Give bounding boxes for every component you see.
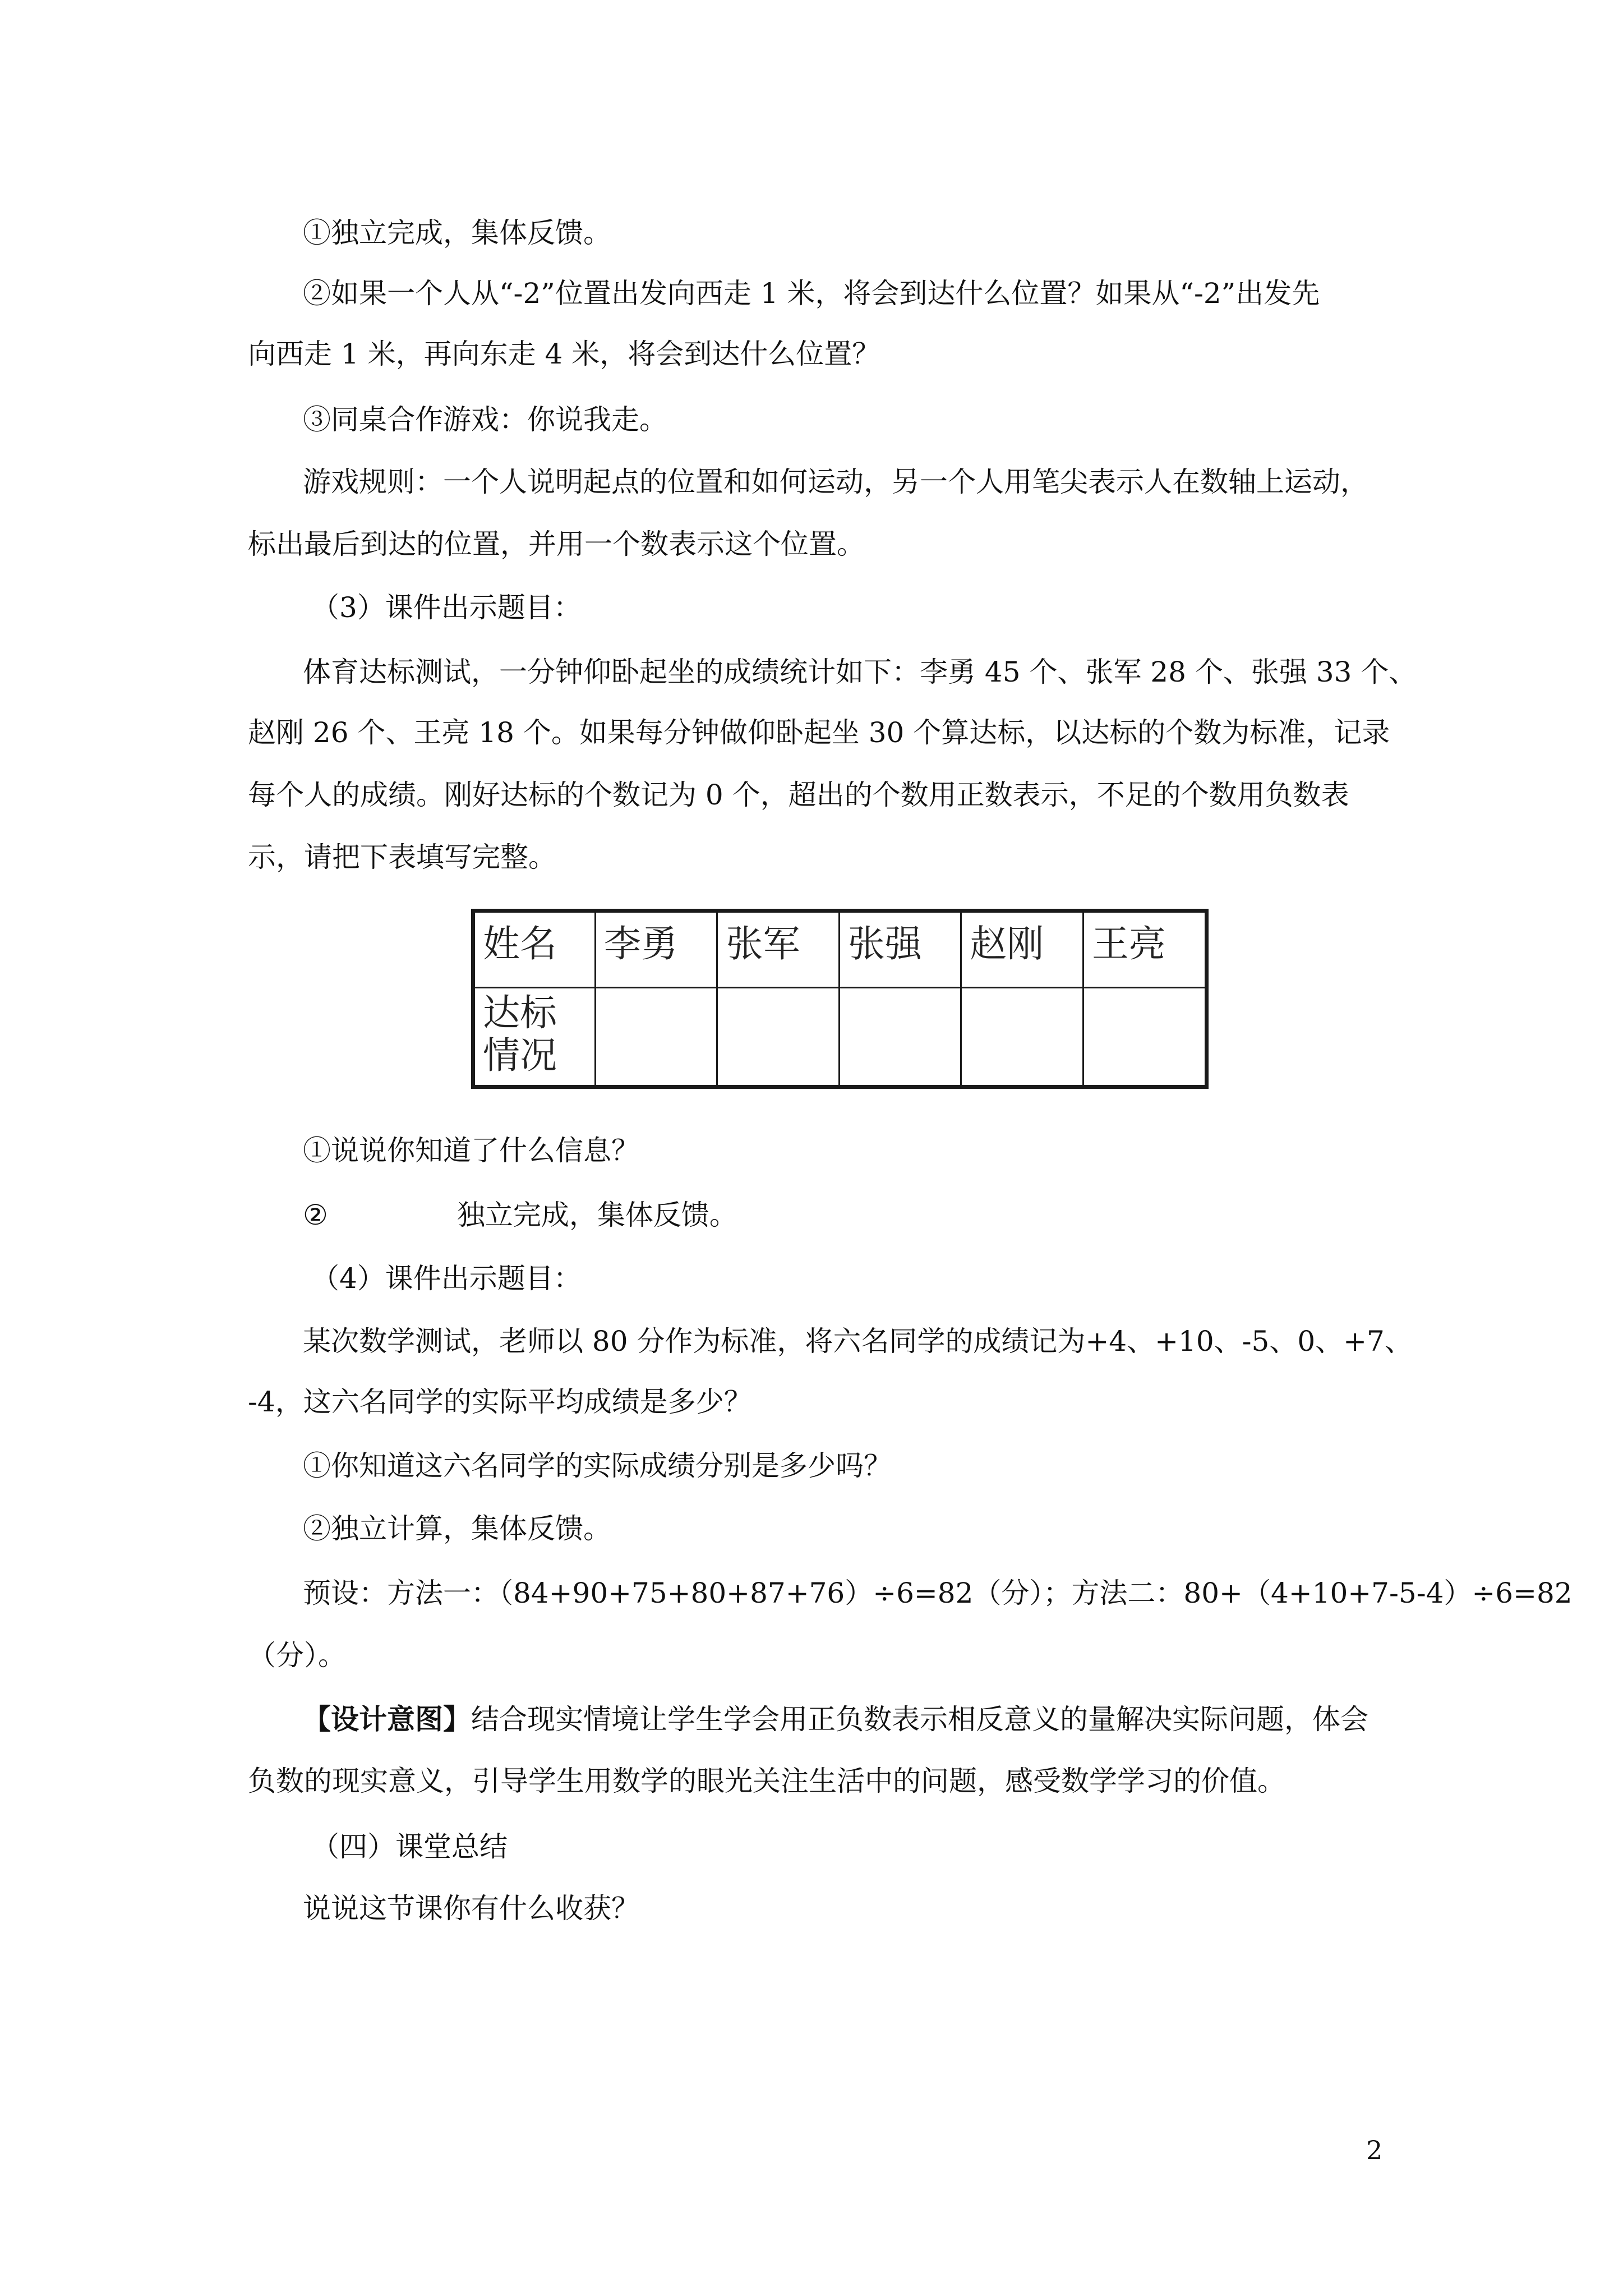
paragraph-line: ②独立计算，集体反馈。 (303, 1512, 611, 1545)
table-cell (961, 988, 1083, 1087)
table-cell (717, 988, 839, 1087)
paragraph-line: 预设：方法一：（84+90+75+80+87+76）÷6=82（分）；方法二：80+（4+10+7-5-4）÷6=82 (303, 1577, 1573, 1609)
table-header-cell: 姓名 (473, 911, 596, 988)
paragraph-line: ①独立完成，集体反馈。 (303, 217, 611, 249)
paragraph-line: ①你知道这六名同学的实际成绩分别是多少吗？ (303, 1450, 892, 1482)
table-header-cell: 王亮 (1083, 911, 1206, 988)
paragraph-line: ①说说你知道了什么信息？ (303, 1134, 639, 1167)
design-intent-label: 【设计意图】 (303, 1703, 471, 1736)
paragraph-line: ③同桌合作游戏：你说我走。 (303, 403, 667, 436)
paragraph-line: 赵刚 26 个、王亮 18 个。如果每分钟做仰卧起坐 30 个算达标，以达标的个数为标准，记录 (248, 716, 1390, 749)
table-cell (1083, 988, 1206, 1087)
paragraph-line: 游戏规则：一个人说明起点的位置和如何运动，另一个人用笔尖表示人在数轴上运动， (303, 466, 1368, 498)
paragraph-text: 结合现实情境让学生学会用正负数表示相反意义的量解决实际问题，体会 (471, 1703, 1368, 1736)
table-row (473, 988, 1207, 1087)
paragraph-text: 独立完成，集体反馈。 (457, 1199, 737, 1231)
paragraph-line (303, 1198, 737, 1232)
paragraph-line: 体育达标测试，一分钟仰卧起坐的成绩统计如下：李勇 45 个、张军 28 个、张强 33 个、 (303, 656, 1417, 688)
list-marker: ② (303, 1199, 328, 1231)
table-header-row (473, 911, 1207, 988)
table-cell (839, 988, 961, 1087)
paragraph-line: 负数的现实意义，引导学生用数学的眼光关注生活中的问题，感受数学学习的价值。 (248, 1765, 1285, 1797)
table-cell (596, 988, 717, 1087)
paragraph-line: （分）。 (248, 1639, 346, 1672)
table-row-label-line: 情况 (483, 1034, 557, 1077)
section-heading: （四）课堂总结 (311, 1830, 508, 1863)
page-number: 2 (1366, 2135, 1383, 2165)
paragraph-line: 示，请把下表填写完整。 (248, 841, 556, 873)
table-row-label (473, 988, 596, 1087)
paragraph-line: 每个人的成绩。刚好达标的个数记为 0 个，超出的个数用正数表示，不足的个数用负数表 (248, 779, 1349, 811)
paragraph-line: ②如果一个人从“-2”位置出发向西走 1 米，将会到达什么位置？如果从“-2”出发先 (303, 277, 1320, 310)
table-row-label-line: 达标 (483, 991, 557, 1034)
paragraph-line: 标出最后到达的位置，并用一个数表示这个位置。 (248, 528, 865, 560)
paragraph-line: -4，这六名同学的实际平均成绩是多少？ (248, 1386, 752, 1418)
paragraph-line (303, 1703, 1368, 1736)
score-table (471, 909, 1209, 1089)
table-header-cell: 赵刚 (961, 911, 1083, 988)
section-heading: （4）课件出示题目： (311, 1262, 582, 1295)
table-header-cell: 李勇 (596, 911, 717, 988)
section-heading: （3）课件出示题目： (311, 591, 582, 624)
paragraph-line: 某次数学测试，老师以 80 分作为标准，将六名同学的成绩记为+4、+10、-5、0、+7、 (303, 1325, 1413, 1358)
paragraph-line: 说说这节课你有什么收获？ (303, 1892, 639, 1925)
table-header-cell: 张军 (717, 911, 839, 988)
table-header-cell: 张强 (839, 911, 961, 988)
paragraph-line: 向西走 1 米，再向东走 4 米，将会到达什么位置？ (248, 338, 880, 370)
